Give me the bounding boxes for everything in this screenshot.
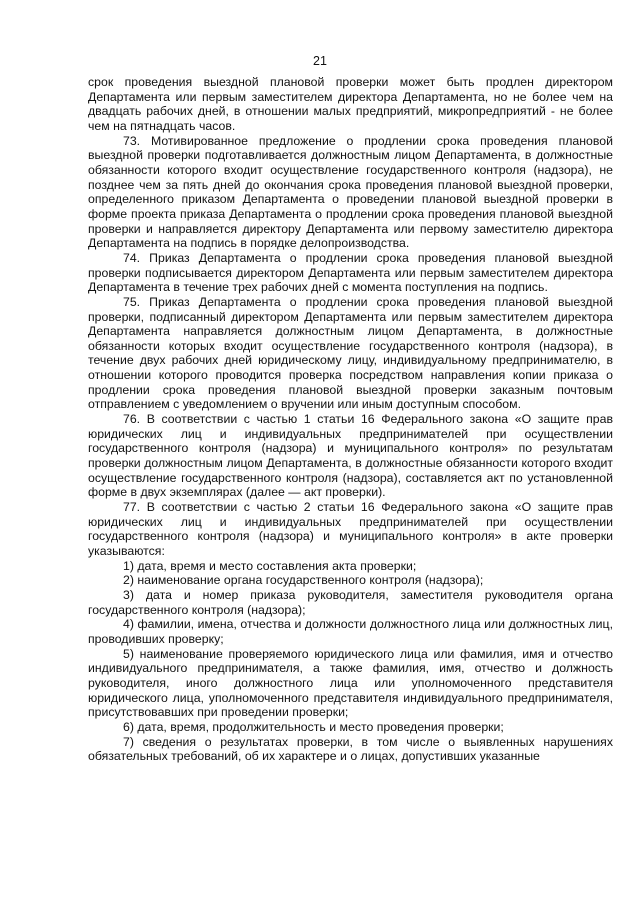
- paragraph-73: 73. Мотивированное предложение о продлении срока проведения плановой выездной проверки подготавливается должностным лицом Департамента, в должностные обязанности которого входит осуществление государственного контроля (надзора), не позднее чем за пять дней до окончания срока проведения плановой выездной проверки, определенного приказом Департамента о проведении плановой выездной проверки в форме проекта приказа Департамента о продлении срока проведения плановой выездной проверки и направляется директору Департамента или первому заместителю директора Департамента на подпись в порядке делопроизводства.: [88, 133, 613, 251]
- page-number: 21: [313, 54, 327, 68]
- document-body: [88, 75, 613, 764]
- list-item-1: 1) дата, время и место составления акта проверки;: [123, 558, 417, 573]
- list-item-6: 6) дата, время, продолжительность и место проведения проверки;: [123, 719, 504, 734]
- paragraph-74: 74. Приказ Департамента о продлении срока проведения плановой выездной проверки подписывается директором Департамента или первым заместителем директора Департамента в течение трех рабочих дней с момента поступления на подпись.: [88, 250, 613, 295]
- paragraph-75: 75. Приказ Департамента о продлении срока проведения плановой выездной проверки, подписанный директором Департамента или первым заместителем директора Департамента направляется должностным лицом Департамента, в должностные обязанности которых входит осуществление государственного контроля (надзора), в течение двух рабочих дней юридическому лицу, индивидуальному предпринимателю, в отношении которого проводится проверка посредством направления копии приказа о продлении срока проведения плановой выездной проверки заказным почтовым отправлением с уведомлением о вручении или иным доступным способом.: [88, 294, 613, 412]
- paragraph-continuation: срок проведения выездной плановой проверки может быть продлен директором Департамента или первым заместителем директора Департамента, но не более чем на двадцать рабочих дней, в отношении малых предприятий, микропредприятий - не более чем на пятнадцать часов.: [88, 75, 613, 133]
- paragraph-76: 76. В соответствии с частью 1 статьи 16 Федерального закона «О защите прав юридических лиц и индивидуальных предпринимателей при осуществлении государственного контроля (надзора) и муниципального контроля» по результатам проверки должностным лицом Департамента, в должностные обязанности которого входит осуществление государственного контроля (надзора), составляется акт по установленной форме в двух экземплярах (далее — акт проверки).: [88, 412, 613, 500]
- list-item-7: 7) сведения о результатах проверки, в том числе о выявленных нарушениях обязательных требований, об их характере и о лицах, допустивших указанные: [88, 734, 613, 764]
- list-item-5: 5) наименование проверяемого юридического лица или фамилия, имя и отчество индивидуального предпринимателя, а также фамилия, имя, отчество и должность руководителя, иного должностного лица или уполномоченного представителя юридического лица, уполномоченного представителя индивидуального предпринимателя, присутствовавших при проведении проверки;: [88, 646, 613, 720]
- list-item-3: 3) дата и номер приказа руководителя, заместителя руководителя органа государственного контроля (надзора);: [88, 587, 613, 617]
- list-item-4: 4) фамилии, имена, отчества и должности должностного лица или должностных лиц, проводивших проверку;: [88, 617, 613, 646]
- paragraph-77: 77. В соответствии с частью 2 статьи 16 Федерального закона «О защите прав юридических лиц и индивидуальных предпринимателей при осуществлении государственного контроля (надзора) и муниципального контроля» в акте проверки указываются:: [88, 500, 613, 558]
- list-item-2: 2) наименование органа государственного контроля (надзора);: [123, 573, 484, 588]
